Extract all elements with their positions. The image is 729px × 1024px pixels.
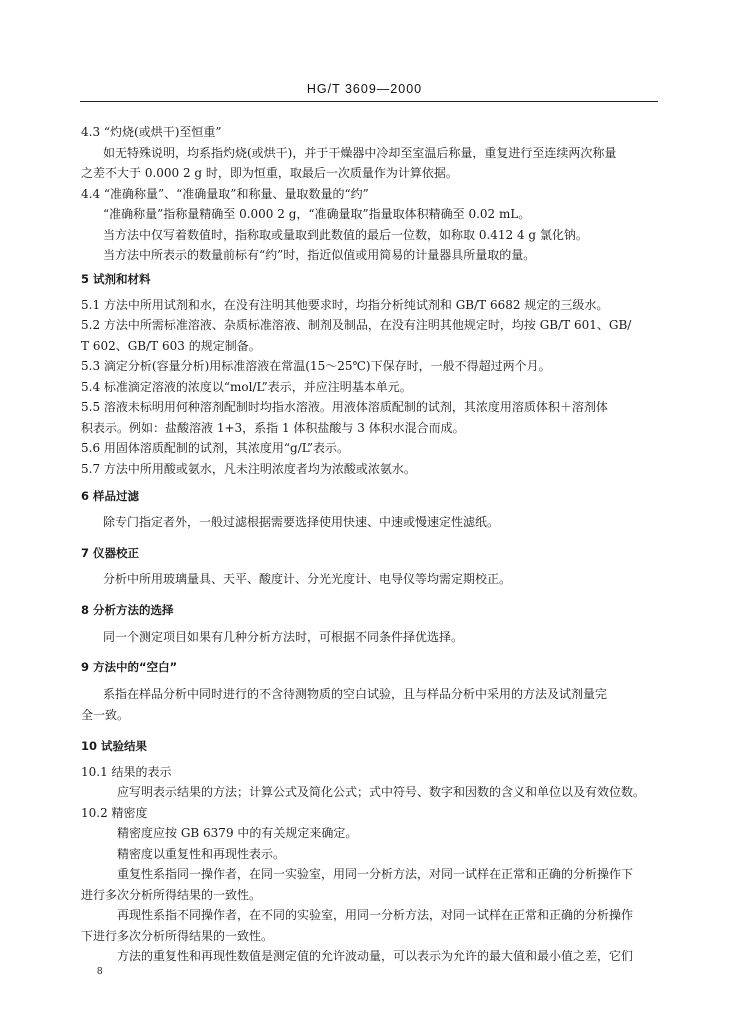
repeatability-definition: 重复性系指同一操作者，在同一实验室，用同一分析方法，对同一试样在正常和正确的分析操作下 xyxy=(117,867,634,881)
section-6-heading: 6 样品过滤 xyxy=(81,489,140,503)
clause-4-4-text-1: “准确称量”指称量精确至 0.000 2 g，“准确量取”指量取体积精确至 0.02 mL。 xyxy=(103,207,531,221)
clause-10-1-title: 10.1 结果的表示 xyxy=(81,765,172,779)
reproducibility-definition-cont: 下进行多次分析所得结果的一致性。 xyxy=(81,929,274,943)
section-6-text: 除专门指定者外，一般过滤根据需要选择使用快速、中速或慢速定性滤纸。 xyxy=(103,515,500,529)
clause-4-4-text-3: 当方法中所表示的数量前标有“约”时，指近似值或用简易的计量器具所量取的量。 xyxy=(103,248,536,262)
clause-10-1-text: 应写明表示结果的方法；计算公式及简化公式；式中符号、数字和因数的含义和单位以及有效位数。 xyxy=(117,785,646,799)
section-8-text: 同一个测定项目如果有几种分析方法时，可根据不同条件择优选择。 xyxy=(103,630,464,644)
clause-4-4-text-2: 当方法中仅写着数值时，指称取或量取到此数值的最后一位数，如称取 0.412 4 g 氯化钠。 xyxy=(103,228,588,242)
document-code-header: HG/T 3609—2000 xyxy=(306,82,423,96)
section-5-heading: 5 试剂和材料 xyxy=(81,272,151,286)
clause-5-5-cont: 积表示。例如：盐酸溶液 1+3，系指 1 体积盐酸与 3 体积水混合而成。 xyxy=(81,421,465,435)
clause-5-5: 5.5 溶液未标明用何种溶剂配制时均指水溶液。用液体溶质配制的试剂，其浓度用溶质体积＋溶剂体 xyxy=(81,400,608,414)
clause-5-2-cont: T 602、GB/T 603 的规定制备。 xyxy=(81,339,261,353)
clause-4-4-title: 4.4 “准确称量”、“准确量取”和称量、量取数量的“约” xyxy=(81,187,369,201)
clause-4-3-text-cont: 之差不大于 0.000 2 g 时，即为恒重，取最后一次质量作为计算依据。 xyxy=(81,166,458,180)
page-number: 8 xyxy=(97,966,103,977)
clause-5-6: 5.6 用固体溶质配制的试剂，其浓度用“g/L”表示。 xyxy=(81,441,349,455)
clause-10-2-text-2: 精密度以重复性和再现性表示。 xyxy=(117,847,286,861)
clause-5-7: 5.7 方法中所用酸或氨水，凡未注明浓度者均为浓酸或浓氨水。 xyxy=(81,462,416,476)
tolerance-text: 方法的重复性和再现性数值是测定值的允许波动量，可以表示为允许的最大值和最小值之差，它们 xyxy=(117,949,634,963)
clause-5-4: 5.4 标准滴定溶液的浓度以“mol/L”表示，并应注明基本单元。 xyxy=(81,380,412,394)
section-7-text: 分析中所用玻璃量具、天平、酸度计、分光光度计、电导仪等均需定期校正。 xyxy=(103,572,512,586)
reproducibility-definition: 再现性系指不同操作者，在不同的实验室，用同一分析方法，对同一试样在正常和正确的分析操作 xyxy=(117,908,634,922)
clause-4-3-title: 4.3 “灼烧(或烘干)至恒重” xyxy=(81,125,222,139)
section-7-heading: 7 仪器校正 xyxy=(81,546,140,560)
section-8-heading: 8 分析方法的选择 xyxy=(81,603,174,617)
clause-5-2: 5.2 方法中所需标准溶液、杂质标准溶液、制剂及制品，在没有注明其他规定时，均按 GB/T 601、GB/ xyxy=(81,318,632,332)
clause-4-3-text: 如无特殊说明，均系指灼烧(或烘干)，并于干燥器中冷却至室温后称量，重复进行至连续两次称量 xyxy=(103,146,617,160)
clause-10-2-text-1: 精密度应按 GB 6379 中的有关规定来确定。 xyxy=(117,826,358,840)
section-9-text-cont: 全一致。 xyxy=(81,708,130,722)
clause-10-2-title: 10.2 精密度 xyxy=(81,806,148,820)
clause-5-1: 5.1 方法中所用试剂和水，在没有注明其他要求时，均指分析纯试剂和 GB/T 6682 规定的三级水。 xyxy=(81,298,609,312)
section-9-heading: 9 方法中的“空白” xyxy=(81,660,178,674)
section-9-text: 系指在样品分析中同时进行的不含待测物质的空白试验，且与样品分析中采用的方法及试剂量完 xyxy=(103,687,608,701)
clause-5-3: 5.3 滴定分析(容量分析)用标准溶液在常温(15～25℃)下保存时，一般不得超过两个月。 xyxy=(81,359,551,373)
section-10-heading: 10 试验结果 xyxy=(81,739,148,753)
repeatability-definition-cont: 进行多次分析所得结果的一致性。 xyxy=(81,888,262,902)
